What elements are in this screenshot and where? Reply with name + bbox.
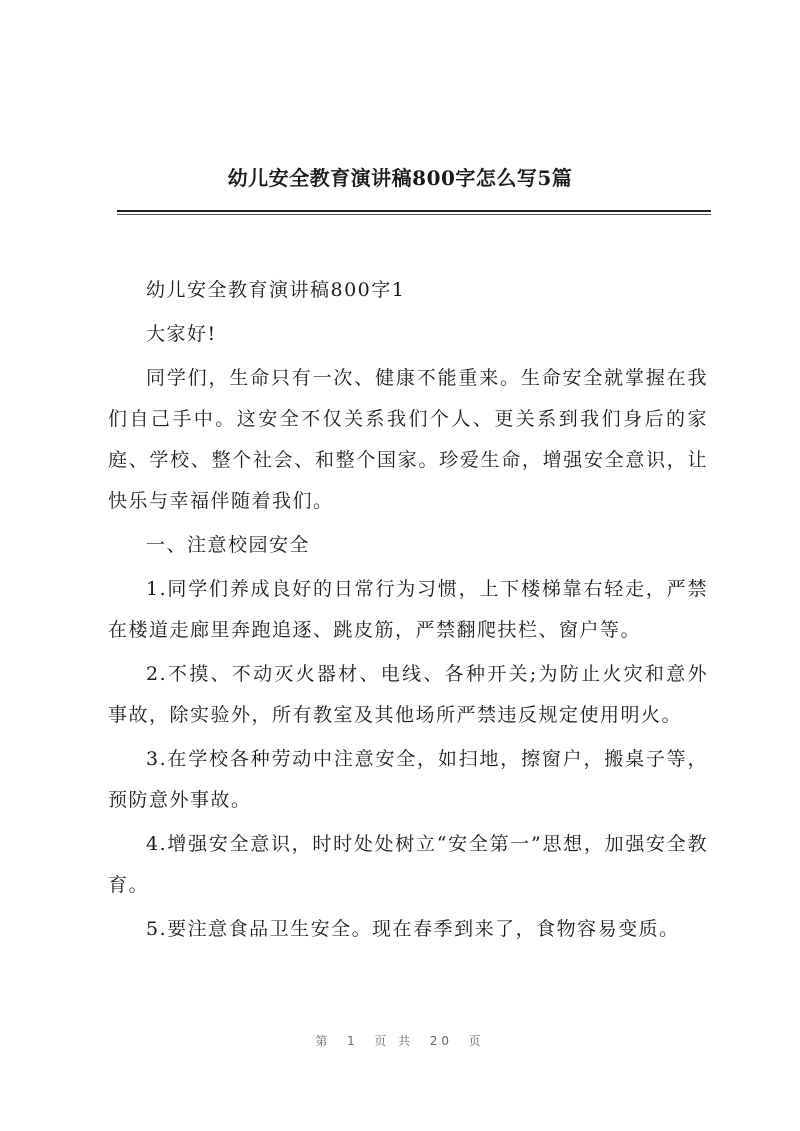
title-divider-thin [117,214,711,215]
paragraph: 同学们，生命只有一次、健康不能重来。生命安全就掌握在我们自己手中。这安全不仅关系我们个人、更关系到我们身后的家庭、学校、整个社会、和整个国家。珍爱生命，增强安全意识，让快乐与幸福伴随着我们。 [108,367,708,512]
title-divider [117,210,711,212]
subsection-heading: 一、注意校园安全 [146,534,311,556]
section-heading: 幼儿安全教育演讲稿800字1 [146,279,406,301]
list-item: 4.增强安全意识，时时处处树立“安全第一”思想，加强安全教育。 [108,833,708,896]
list-item: 2.不摸、不动灭火器材、电线、各种开关;为防止火灾和意外事故，除实验外，所有教室及其他场所严禁违反规定使用明火。 [108,663,708,726]
page-number: 第 1 页 共 20 页 [315,1034,485,1048]
greeting: 大家好! [146,323,217,345]
list-item: 5.要注意食品卫生安全。现在春季到来了，食物容易变质。 [146,918,680,940]
list-item: 3.在学校各种劳动中注意安全，如扫地，擦窗户，搬桌子等，预防意外事故。 [108,748,708,811]
document-title: 幼儿安全教育演讲稿800字怎么写5篇 [227,166,573,190]
list-item: 1.同学们养成良好的日常行为习惯，上下楼梯靠右轻走，严禁在楼道走廊里奔跑追逐、跳皮筋，严禁翻爬扶栏、窗户等。 [108,578,708,641]
document-body [108,270,708,953]
